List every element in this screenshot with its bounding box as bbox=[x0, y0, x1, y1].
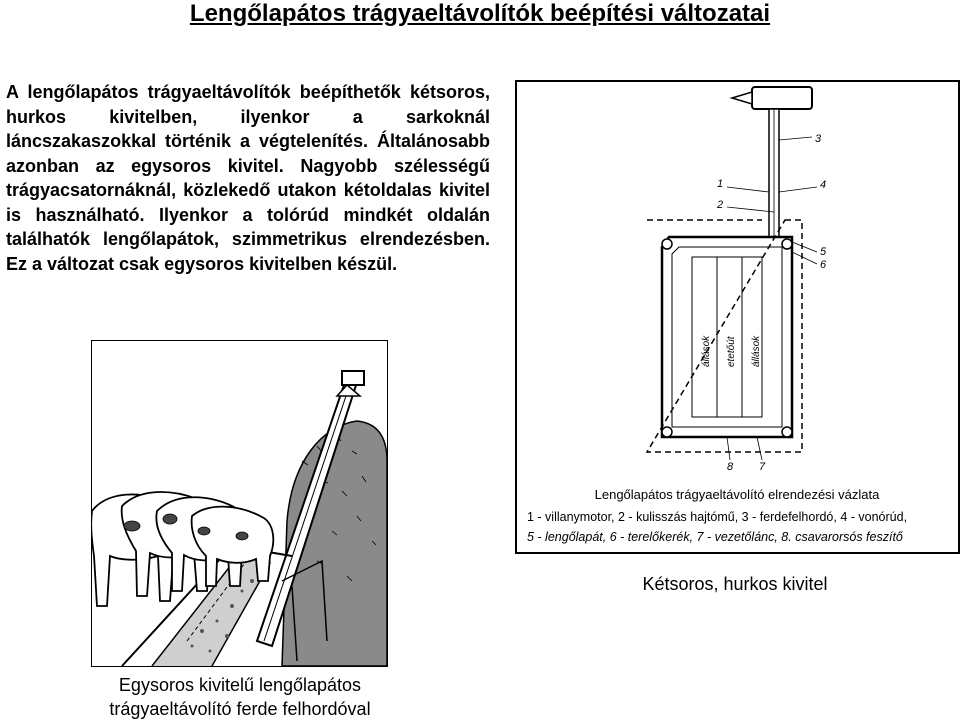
label-feeding-alley: etetőút bbox=[726, 336, 737, 367]
label-stalls-right: állások bbox=[751, 335, 762, 367]
body-paragraph: A lengőlapátos trágyaeltávolítók beépíthetők kétsoros, hurkos kivitelben, ilyenkor a sarkoknál láncszakaszokkal történik a végtelenítés. Általánosabb azonban az egysoros kivitel. Nagyobb szélességű trágyacsatornáknál, közlekedő utakon kétoldalas kivitel is használható. Ilyenkor a tolórúd mindkét oldalán találhatók lengőlapátok, szimmetrikus elrendezésben. Ez a változat csak egysoros kivitelben készül. bbox=[6, 82, 490, 274]
left-caption-line2: trágyaeltávolító ferde felhordóval bbox=[109, 699, 371, 719]
legend-title: Lengőlapátos trágyaeltávolító elrendezési vázlata bbox=[594, 487, 880, 502]
page-title: Lengőlapátos trágyaeltávolítók beépítési változatai bbox=[189, 0, 771, 27]
label-2: 2 bbox=[717, 199, 724, 211]
right-figure-caption: Kétsoros, hurkos kivitel bbox=[642, 574, 828, 594]
left-figure-caption bbox=[70, 673, 410, 721]
label-3: 3 bbox=[815, 133, 822, 145]
barn-illustration bbox=[91, 340, 388, 667]
schematic-legend bbox=[527, 485, 947, 547]
label-5: 5 bbox=[820, 246, 827, 258]
layout-schematic-figure bbox=[515, 80, 960, 554]
legend-line-1: 1 - villanymotor, 2 - kulisszás hajtómű, 3 - ferdefelhordó, 4 - vonórúd, bbox=[527, 510, 908, 524]
label-stalls-left: állások bbox=[701, 335, 712, 367]
label-8: 8 bbox=[727, 461, 734, 473]
label-6: 6 bbox=[820, 259, 827, 271]
label-1: 1 bbox=[717, 178, 724, 190]
label-4: 4 bbox=[820, 179, 827, 191]
layout-schematic bbox=[517, 82, 958, 482]
legend-line-2: 5 - lengőlapát, 6 - terelőkerék, 7 - vezetőlánc, 8. csavarorsós feszítő bbox=[527, 530, 903, 544]
left-caption-line1: Egysoros kivitelű lengőlapátos bbox=[118, 675, 362, 695]
barn-drawing bbox=[92, 341, 387, 666]
label-7: 7 bbox=[759, 461, 766, 473]
